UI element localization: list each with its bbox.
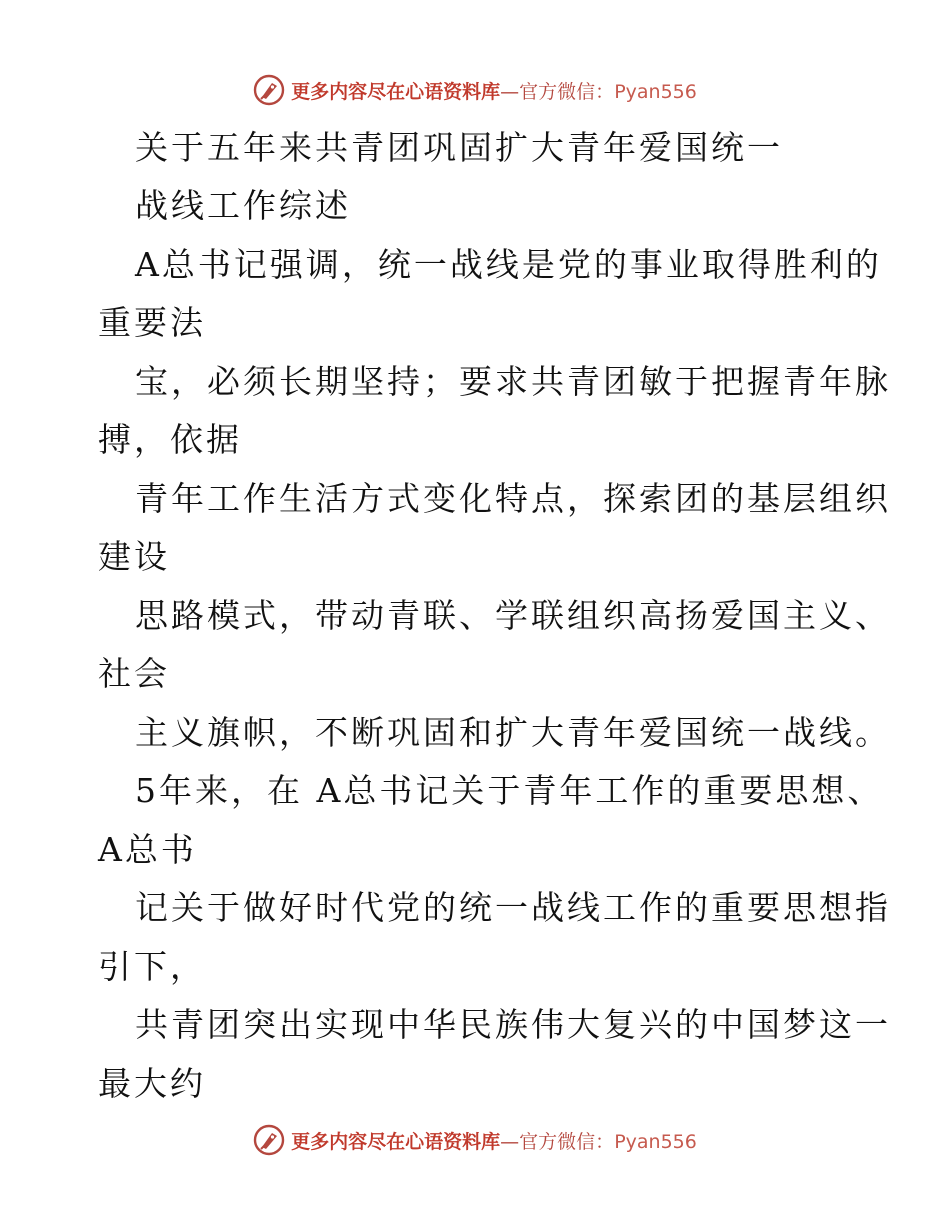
text-line: 关于五年来共青团巩固扩大青年爱国统一 bbox=[135, 128, 783, 167]
pen-nib-logo-icon bbox=[253, 1124, 285, 1156]
header-watermark bbox=[0, 70, 950, 110]
text-line: 重要法 bbox=[98, 303, 206, 342]
watermark-text bbox=[291, 1127, 697, 1154]
watermark-text bbox=[291, 77, 697, 104]
pen-nib-logo-icon bbox=[253, 74, 285, 106]
text-line: 思路模式，带动青联、学联组织高扬爱国主义、 bbox=[135, 596, 891, 635]
text-line: 引下， bbox=[98, 947, 206, 986]
footer-watermark bbox=[0, 1120, 950, 1160]
watermark-separator: — bbox=[500, 1130, 520, 1153]
text-line: 宝，必须长期坚持；要求共青团敏于把握青年脉 bbox=[135, 362, 891, 401]
text-line: 青年工作生活方式变化特点，探索团的基层组织 bbox=[135, 479, 891, 518]
text-line: 主义旗帜，不断巩固和扩大青年爱国统一战线。 bbox=[135, 713, 891, 752]
watermark-brand: 更多内容尽在心语资料库 bbox=[291, 1130, 501, 1153]
watermark-separator: — bbox=[500, 80, 520, 103]
text-line: 共青团突出实现中华民族伟大复兴的中国梦这一 bbox=[135, 1005, 891, 1044]
text-line: 社会 bbox=[98, 654, 170, 693]
text-line: 最大约 bbox=[98, 1064, 206, 1103]
text-line: 建设 bbox=[98, 537, 170, 576]
text-line: 5年来，在 A总书记关于青年工作的重要思想、 bbox=[135, 771, 884, 810]
text-line: 记关于做好时代党的统一战线工作的重要思想指 bbox=[135, 888, 891, 927]
watermark-wechat-id: Pyan556 bbox=[614, 80, 697, 103]
text-line: 搏，依据 bbox=[98, 420, 242, 459]
watermark-brand: 更多内容尽在心语资料库 bbox=[291, 80, 501, 103]
watermark-wechat-label: 官方微信： bbox=[519, 1130, 615, 1153]
watermark-wechat-id: Pyan556 bbox=[614, 1130, 697, 1153]
watermark-wechat-label: 官方微信： bbox=[519, 80, 615, 103]
text-line: 战线工作综述 bbox=[135, 186, 351, 225]
text-line: A总书 bbox=[98, 830, 197, 869]
text-line: A总书记强调，统一战线是党的事业取得胜利的 bbox=[135, 245, 882, 284]
